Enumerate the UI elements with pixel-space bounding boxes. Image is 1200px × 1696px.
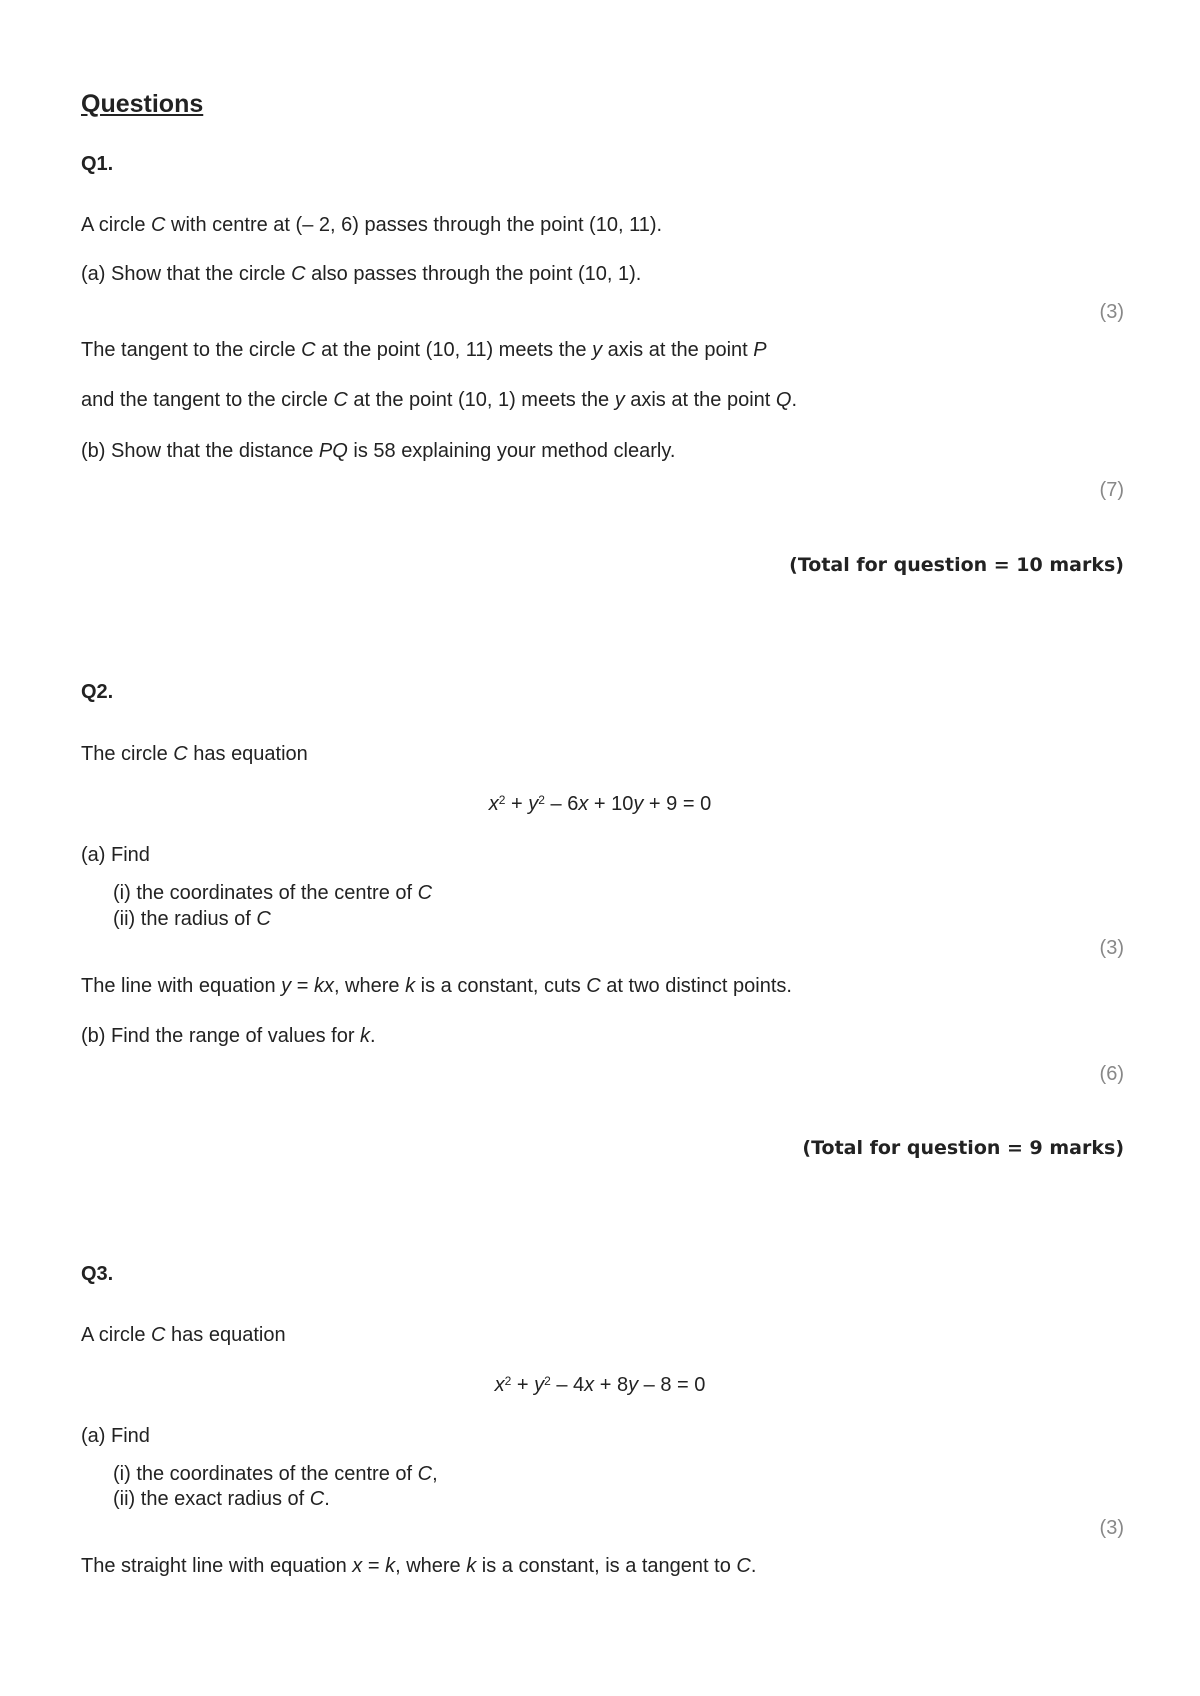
q2-part-b: (b) Find the range of values for k. <box>81 1025 376 1047</box>
q1-part-b: (b) Show that the distance PQ is 58 explaining your method clearly. <box>81 440 676 462</box>
q2-mark-b: (6) <box>1099 1063 1124 1085</box>
q1-intro: A circle C with centre at (– 2, 6) passes through the point (10, 11). <box>81 214 663 236</box>
q2-part-a-ii: (ii) the radius of C <box>113 908 271 930</box>
q3-part-a-i: (i) the coordinates of the centre of C, <box>113 1463 438 1485</box>
q2-part-a: (a) Find <box>81 844 150 866</box>
page-heading: Questions <box>81 90 204 118</box>
q3-intro: A circle C has equation <box>81 1324 286 1346</box>
q1-mark-a: (3) <box>1099 301 1124 323</box>
q1-mark-b: (7) <box>1099 479 1124 501</box>
q3-line: The straight line with equation x = k, where k is a constant, is a tangent to C. <box>81 1555 757 1577</box>
q3-mark-a: (3) <box>1099 1517 1124 1539</box>
q1-part-a: (a) Show that the circle C also passes through the point (10, 1). <box>81 263 642 285</box>
q1-tangent-p: The tangent to the circle C at the point (10, 11) meets the y axis at the point P <box>81 339 767 361</box>
q2-equation: $x^2 + y^2 - 6x + 10y + 9 = 0$ <box>488 793 712 815</box>
q3-part-a: (a) Find <box>81 1425 150 1447</box>
q3-label: Q3. <box>81 1263 114 1285</box>
q2-part-a-i: (i) the coordinates of the centre of C <box>113 882 433 904</box>
q3-part-a-ii: (ii) the exact radius of C. <box>113 1488 330 1510</box>
q2-label: Q2. <box>81 681 114 703</box>
q2-total: (Total for question = 9 marks) <box>802 1137 1124 1159</box>
q2-mark-a: (3) <box>1099 937 1124 959</box>
q1-total: (Total for question = 10 marks) <box>789 554 1124 576</box>
q2-intro: The circle C has equation <box>81 743 308 765</box>
q1-label: Q1. <box>81 153 114 175</box>
q2-line: The line with equation y = kx, where k is a constant, cuts C at two distinct points. <box>81 975 792 997</box>
q3-equation: $x^2 + y^2 - 4x + 8y - 8 = 0$ <box>494 1374 706 1396</box>
q1-tangent-q: and the tangent to the circle C at the point (10, 1) meets the y axis at the point Q. <box>81 389 798 411</box>
